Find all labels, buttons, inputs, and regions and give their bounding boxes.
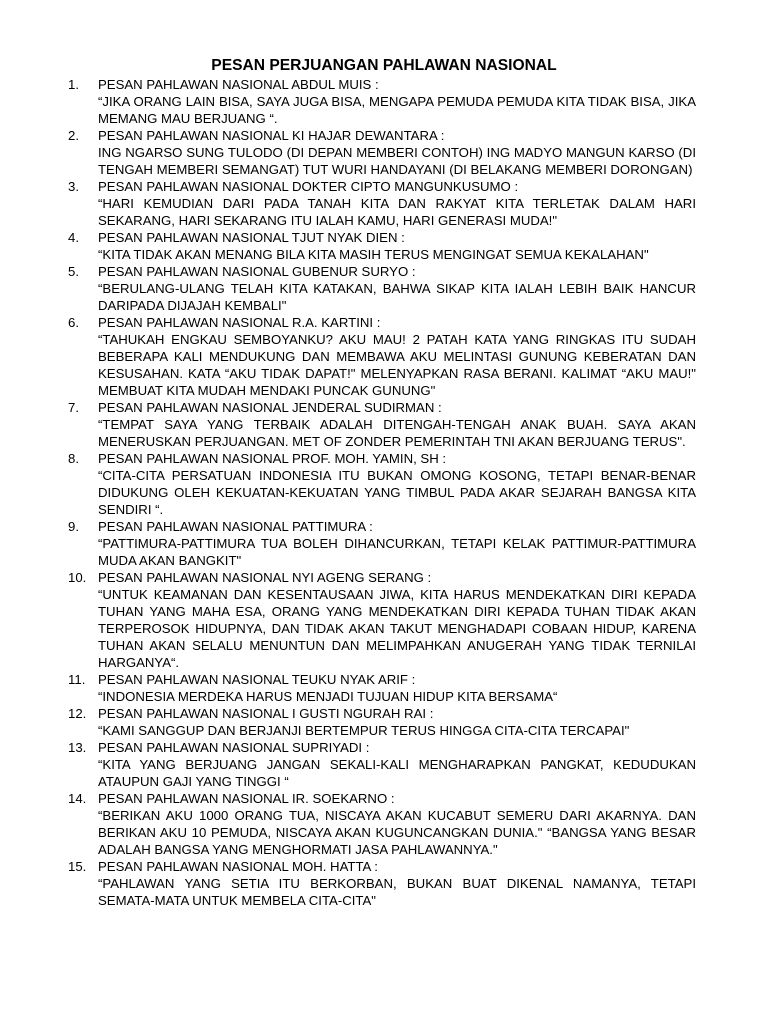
item-number: 13. — [68, 740, 87, 755]
hero-name: PESAN PAHLAWAN NASIONAL SUPRIYADI : — [98, 740, 370, 755]
hero-quote: “UNTUK KEAMANAN DAN KESENTAUSAAN JIWA, KITA HARUS MENDEKATKAN DIRI KEPADA TUHAN YANG MAHA ESA, ORANG YANG MENDEKATKAN DIRI KEPADA TUHAN TIDAK AKAN TERPEROSOK HIDUPNYA, DAN TIDAK AKAN TAKUT MENGHADAPI COBAAN HIDUP, KARENA TUHAN AKAN SELALU MENUNTUN DAN MELIMPAHKAN ANUGERAH YANG TIDAK TERNILAI HARGANYA“. — [98, 587, 696, 670]
hero-name: PESAN PAHLAWAN NASIONAL MOH. HATTA : — [98, 859, 378, 874]
list-item — [68, 399, 696, 450]
list-item — [68, 790, 696, 858]
hero-name: PESAN PAHLAWAN NASIONAL DOKTER CIPTO MANGUNKUSUMO : — [98, 179, 519, 194]
item-number: 7. — [68, 400, 79, 415]
list-item — [68, 263, 696, 314]
list-item — [68, 127, 696, 178]
item-number: 12. — [68, 706, 87, 721]
hero-quote: “INDONESIA MERDEKA HARUS MENJADI TUJUAN HIDUP KITA BERSAMA“ — [98, 689, 558, 704]
hero-quote: “BERULANG-ULANG TELAH KITA KATAKAN, BAHWA SIKAP KITA IALAH LEBIH BAIK HANCUR DARIPADA DIJAJAH KEMBALI" — [98, 281, 696, 313]
item-number: 5. — [68, 264, 79, 279]
hero-name: PESAN PAHLAWAN NASIONAL TEUKU NYAK ARIF : — [98, 672, 416, 687]
hero-quote: “TAHUKAH ENGKAU SEMBOYANKU? AKU MAU! 2 PATAH KATA YANG RINGKAS ITU SUDAH BEBERAPA KALI MENDUKUNG DAN MEMBAWA AKU MELINTASI GUNUNG KEBERATAN DAN KESUSAHAN. KATA “AKU TIDAK DAPAT!" MELENYAPKAN RASA BERANI. KALIMAT “AKU MAU!" MEMBUAT KITA MUDAH MENDAKI PUNCAK GUNUNG" — [98, 332, 696, 398]
hero-name: PESAN PAHLAWAN NASIONAL KI HAJAR DEWANTARA : — [98, 128, 445, 143]
list-item — [68, 671, 696, 705]
hero-quote: “PAHLAWAN YANG SETIA ITU BERKORBAN, BUKAN BUAT DIKENAL NAMANYA, TETAPI SEMATA-MATA UNTUK MEMBELA CITA-CITA" — [98, 876, 696, 908]
list-item — [68, 858, 696, 909]
hero-quote: “KAMI SANGGUP DAN BERJANJI BERTEMPUR TERUS HINGGA CITA-CITA TERCAPAI" — [98, 723, 630, 738]
hero-quote: ING NGARSO SUNG TULODO (DI DEPAN MEMBERI CONTOH) ING MADYO MANGUN KARSO (DI TENGAH MEMBERI SEMANGAT) TUT WURI HANDAYANI (DI BELAKANG MEMBERI DORONGAN) — [98, 145, 696, 177]
hero-quote: “BERIKAN AKU 1000 ORANG TUA, NISCAYA AKAN KUCABUT SEMERU DARI AKARNYA. DAN BERIKAN AKU 10 PEMUDA, NISCAYA AKAN KUGUNCANGKAN DUNIA." “BANGSA YANG BESAR ADALAH BANGSA YANG MENGHORMATI JASA PAHLAWANNYA." — [98, 808, 696, 857]
item-number: 2. — [68, 128, 79, 143]
hero-quote: “KITA TIDAK AKAN MENANG BILA KITA MASIH TERUS MENGINGAT SEMUA KEKALAHAN" — [98, 247, 649, 262]
list-item — [68, 229, 696, 263]
item-number: 9. — [68, 519, 79, 534]
list-item — [68, 314, 696, 399]
item-number: 4. — [68, 230, 79, 245]
hero-quote: “KITA YANG BERJUANG JANGAN SEKALI-KALI MENGHARAPKAN PANGKAT, KEDUDUKAN ATAUPUN GAJI YANG TINGGI “ — [98, 757, 696, 789]
item-number: 15. — [68, 859, 87, 874]
hero-name: PESAN PAHLAWAN NASIONAL PROF. MOH. YAMIN, SH : — [98, 451, 447, 466]
item-number: 11. — [68, 672, 86, 687]
list-item — [68, 76, 696, 127]
hero-name: PESAN PAHLAWAN NASIONAL GUBENUR SURYO : — [98, 264, 416, 279]
hero-quote: “HARI KEMUDIAN DARI PADA TANAH KITA DAN RAKYAT KITA TERLETAK DALAM HARI SEKARANG, HARI SEKARANG ITU IALAH KAMU, HARI GENERASI MUDA!" — [98, 196, 696, 228]
list-item — [68, 705, 696, 739]
item-number: 10. — [68, 570, 87, 585]
list-item — [68, 569, 696, 671]
list-item — [68, 739, 696, 790]
hero-name: PESAN PAHLAWAN NASIONAL JENDERAL SUDIRMAN : — [98, 400, 442, 415]
document-title: PESAN PERJUANGAN PAHLAWAN NASIONAL — [211, 57, 557, 74]
hero-name: PESAN PAHLAWAN NASIONAL R.A. KARTINI : — [98, 315, 381, 330]
hero-quote: “CITA-CITA PERSATUAN INDONESIA ITU BUKAN OMONG KOSONG, TETAPI BENAR-BENAR DIDUKUNG OLEH KEKUATAN-KEKUATAN YANG TIMBUL PADA AKAR SEJARAH BANGSA KITA SENDIRI “. — [98, 468, 696, 517]
hero-name: PESAN PAHLAWAN NASIONAL TJUT NYAK DIEN : — [98, 230, 405, 245]
hero-name: PESAN PAHLAWAN NASIONAL PATTIMURA : — [98, 519, 373, 534]
hero-name: PESAN PAHLAWAN NASIONAL IR. SOEKARNO : — [98, 791, 395, 806]
hero-name: PESAN PAHLAWAN NASIONAL I GUSTI NGURAH RAI : — [98, 706, 434, 721]
hero-quote: “PATTIMURA-PATTIMURA TUA BOLEH DIHANCURKAN, TETAPI KELAK PATTIMUR-PATTIMURA MUDA AKAN BANGKIT" — [98, 536, 696, 568]
item-number: 6. — [68, 315, 79, 330]
item-number: 3. — [68, 179, 79, 194]
list-item — [68, 518, 696, 569]
list-item — [68, 178, 696, 229]
item-number: 1. — [68, 77, 79, 92]
hero-message-list — [68, 76, 696, 909]
hero-quote: “TEMPAT SAYA YANG TERBAIK ADALAH DITENGAH-TENGAH ANAK BUAH. SAYA AKAN MENERUSKAN PERJUANGAN. MET OF ZONDER PEMERINTAH TNI AKAN BERJUANG TERUS". — [98, 417, 696, 449]
list-item — [68, 450, 696, 518]
item-number: 14. — [68, 791, 87, 806]
hero-name: PESAN PAHLAWAN NASIONAL NYI AGENG SERANG : — [98, 570, 432, 585]
hero-name: PESAN PAHLAWAN NASIONAL ABDUL MUIS : — [98, 77, 379, 92]
item-number: 8. — [68, 451, 79, 466]
hero-quote: “JIKA ORANG LAIN BISA, SAYA JUGA BISA, MENGAPA PEMUDA PEMUDA KITA TIDAK BISA, JIKA MEMANG MAU BERJUANG “. — [98, 94, 696, 126]
